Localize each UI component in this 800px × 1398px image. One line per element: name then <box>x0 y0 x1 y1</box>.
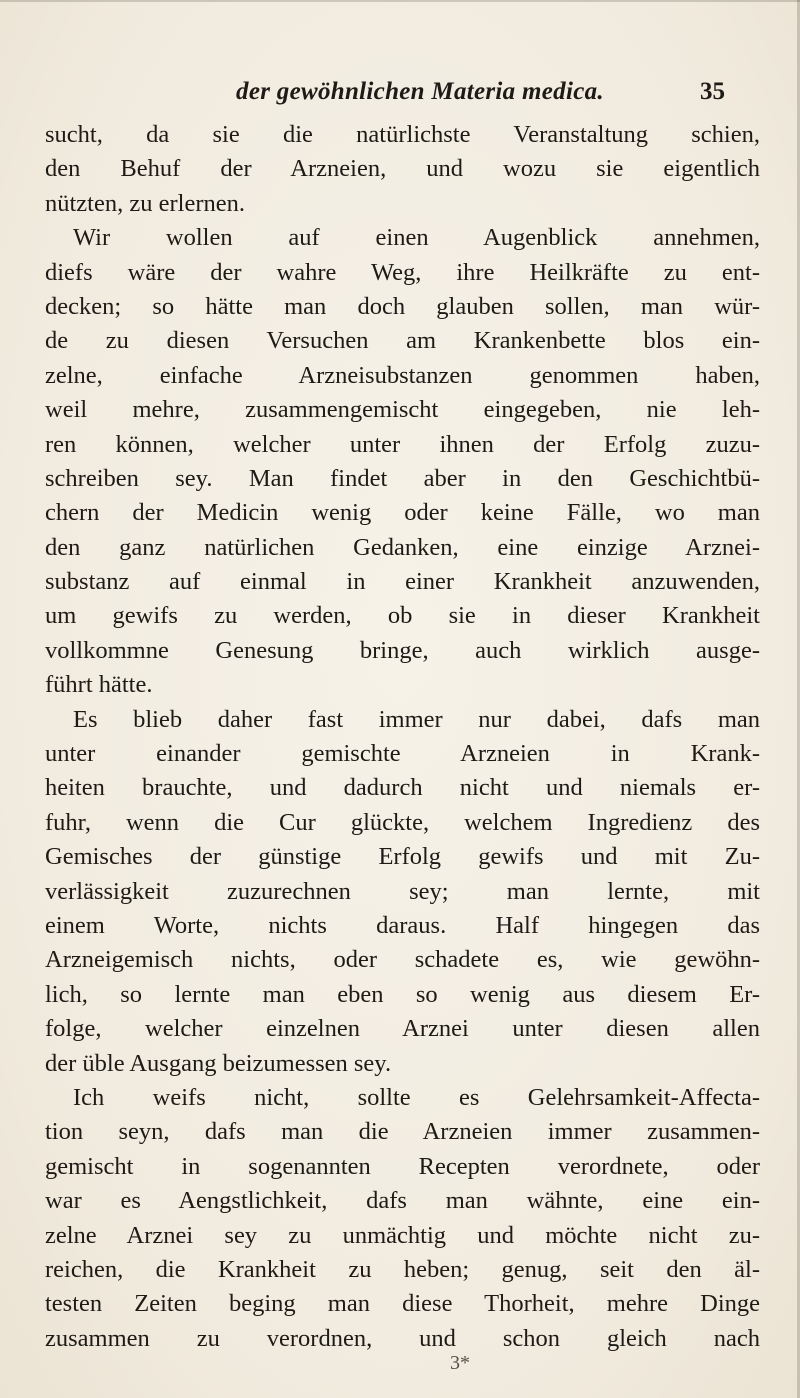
text-line: den ganz natürlichen Gedanken, eine einzige Arznei- <box>45 533 760 561</box>
text-line: zusammen zu verordnen, und schon gleich nach <box>45 1324 760 1352</box>
text-line: weil mehre, zusammengemischt eingegeben, nie leh- <box>45 396 760 424</box>
text-line: ren können, welcher unter ihnen der Erfolg zuzu- <box>45 430 760 458</box>
text-line: decken; so hätte man doch glauben sollen, man wür- <box>45 292 760 320</box>
text-line: Gemisches der günstige Erfolg gewifs und mit Zu- <box>45 843 760 871</box>
text-line: lich, so lernte man eben so wenig aus diesem Er- <box>45 980 760 1008</box>
text-line: Wir wollen auf einen Augenblick annehmen, <box>73 224 760 252</box>
body-text <box>45 118 760 1356</box>
text-line: de zu diesen Versuchen am Krankenbette blos ein- <box>45 327 760 355</box>
text-line: gemischt in sogenannten Recepten verordnete, oder <box>45 1152 760 1180</box>
text-line: testen Zeiten beging man diese Thorheit, mehre Dinge <box>45 1290 760 1318</box>
running-header-title: der gewöhnlichen Materia medica. <box>236 78 604 105</box>
text-line: tion seyn, dafs man die Arzneien immer zusammen- <box>45 1118 760 1146</box>
text-line: sucht, da sie die natürlichste Veranstaltung schien, <box>45 121 760 148</box>
text-line: fuhr, wenn die Cur glückte, welchem Ingredienz des <box>45 808 760 836</box>
text-line: den Behuf der Arzneien, und wozu sie eigentlich <box>45 155 760 183</box>
text-line: zelne Arznei sey zu unmächtig und möchte nicht zu- <box>45 1221 760 1249</box>
text-line: war es Aengstlichkeit, dafs man wähnte, eine ein- <box>45 1187 760 1215</box>
text-line: nützten, zu erlernen. <box>45 189 245 217</box>
text-line: zelne, einfache Arzneisubstanzen genommen haben, <box>45 361 760 389</box>
text-line: einem Worte, nichts daraus. Half hingegen das <box>45 911 760 939</box>
text-line: schreiben sey. Man findet aber in den Geschichtbü- <box>45 464 760 492</box>
text-line: reichen, die Krankheit zu heben; genug, seit den äl- <box>45 1255 760 1283</box>
text-line: führt hätte. <box>45 671 153 699</box>
text-line: diefs wäre der wahre Weg, ihre Heilkräfte zu ent- <box>45 258 760 286</box>
text-line: vollkommne Genesung bringe, auch wirklich ausge- <box>45 636 760 664</box>
page-number: 35 <box>700 78 725 105</box>
text-line: Arzneigemisch nichts, oder schadete es, wie gewöhn- <box>45 946 760 974</box>
text-line: um gewifs zu werden, ob sie in dieser Krankheit <box>45 602 760 630</box>
scan-edge-mark <box>0 0 800 2</box>
text-line: unter einander gemischte Arzneien in Krank- <box>45 740 760 768</box>
signature-mark: 3* <box>450 1352 470 1374</box>
text-line: der üble Ausgang beizumessen sey. <box>45 1049 392 1077</box>
text-line: substanz auf einmal in einer Krankheit anzuwenden, <box>45 568 760 596</box>
text-line: heiten brauchte, und dadurch nicht und niemals er- <box>45 774 760 802</box>
text-line: Ich weifs nicht, sollte es Gelehrsamkeit-Affecta- <box>73 1083 760 1111</box>
text-line: verlässigkeit zuzurechnen sey; man lernte, mit <box>45 877 760 905</box>
text-line: folge, welcher einzelnen Arznei unter diesen allen <box>45 1015 760 1043</box>
text-line: Es blieb daher fast immer nur dabei, dafs man <box>73 705 760 733</box>
text-line: chern der Medicin wenig oder keine Fälle, wo man <box>45 499 760 527</box>
